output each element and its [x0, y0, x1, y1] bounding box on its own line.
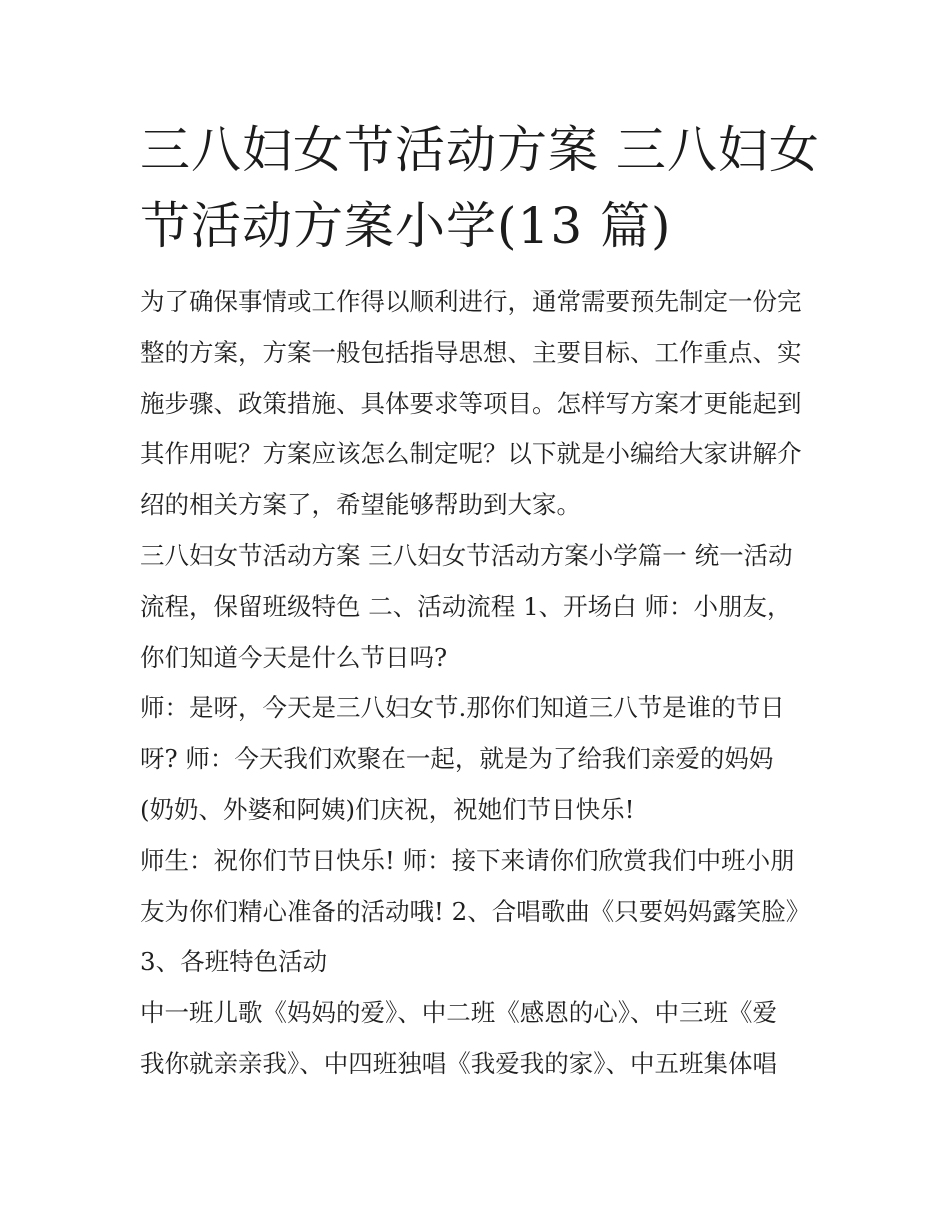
- title-line: 节活动方案小学(13 篇): [140, 197, 672, 255]
- body-line: 呀? 师：今天我们欢聚在一起，就是为了给我们亲爱的妈妈: [140, 744, 774, 774]
- body-line: 为了确保事情或工作得以顺利进行，通常需要预先制定一份完: [140, 287, 802, 316]
- body-line: 我你就亲亲我》、中四班独唱《我爱我的家》、中五班集体唱: [140, 1048, 777, 1078]
- body-line: 施步骤、政策措施、具体要求等项目。怎样写方案才更能起到: [140, 388, 802, 418]
- document-body: [140, 277, 820, 1090]
- body-line: 师：是呀，今天是三八妇女节.那你们知道三八节是谁的节日: [140, 693, 785, 723]
- body-line: 绍的相关方案了，希望能够帮助到大家。: [140, 490, 581, 520]
- document-title: [140, 112, 830, 264]
- body-line: (奶奶、外婆和阿姨)们庆祝，祝她们节日快乐!: [140, 794, 635, 824]
- body-line: 整的方案，方案一般包括指导思想、主要目标、工作重点、实: [140, 337, 802, 367]
- body-line: 师生：祝你们节日快乐! 师：接下来请你们欣赏我们中班小朋: [140, 845, 795, 875]
- body-line: 友为你们精心准备的活动哦! 2、合唱歌曲《只要妈妈露笑脸》: [140, 896, 811, 926]
- body-line: 3、各班特色活动: [140, 947, 328, 977]
- body-line: 流程，保留班级特色 二、活动流程 1、开场白 师：小朋友，: [140, 591, 792, 621]
- body-line: 中一班儿歌《妈妈的爱》、中二班《感恩的心》、中三班《爱: [140, 998, 777, 1028]
- body-line: 三八妇女节活动方案 三八妇女节活动方案小学篇一 统一活动: [140, 540, 793, 570]
- body-line: 其作用呢？方案应该怎么制定呢？以下就是小编给大家讲解介: [140, 439, 802, 469]
- title-line: 三八妇女节活动方案 三八妇女: [140, 121, 820, 179]
- body-line: 你们知道今天是什么节日吗?: [140, 642, 448, 672]
